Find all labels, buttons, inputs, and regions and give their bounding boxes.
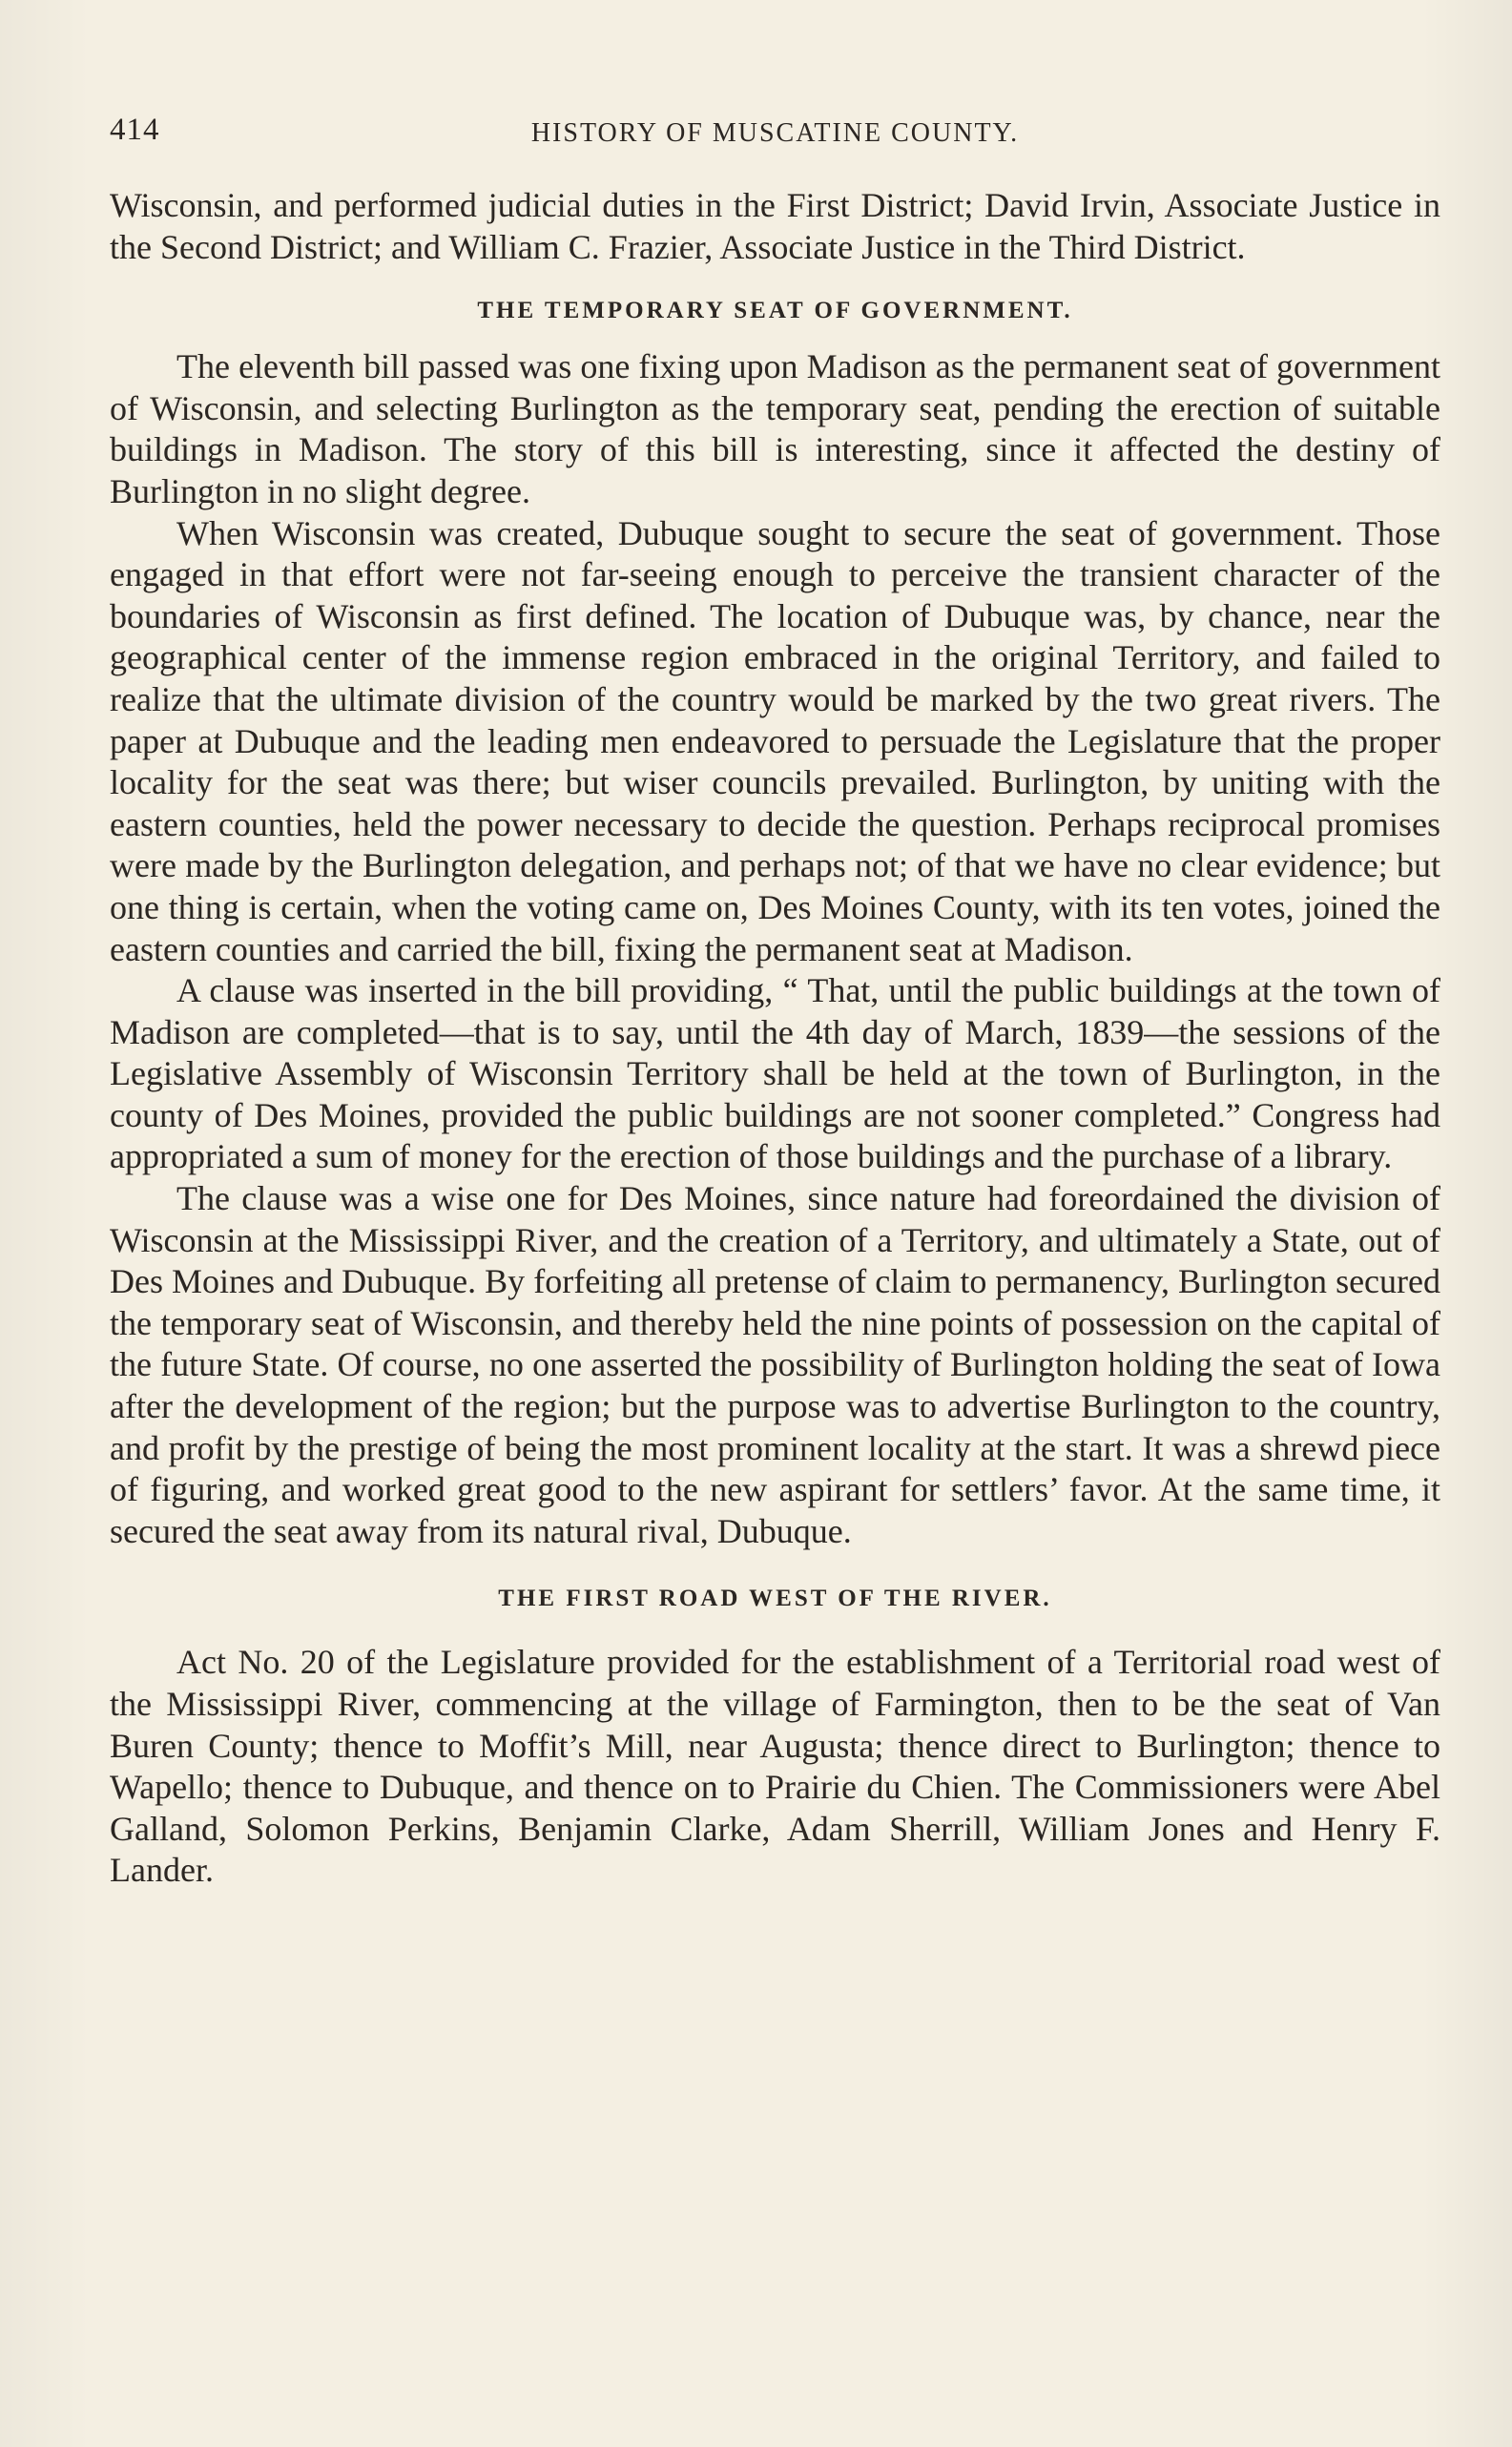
page-header: [110, 113, 1440, 160]
section-heading-first-road: THE FIRST ROAD WEST OF THE RIVER.: [498, 1586, 1052, 1612]
paragraph: The eleventh bill passed was one fixing upon Madison as the permanent seat of government of Wisconsin, and selecting Burlington as the temporary seat, pending the erection of suitable buildings in Madison. The story of this bill is interesting, since it affected the destiny of Burlington in no slight degree.: [110, 347, 1440, 510]
section-heading-temporary-seat: THE TEMPORARY SEAT OF GOVERNMENT.: [477, 298, 1073, 324]
page-number: 414: [110, 113, 160, 147]
paragraph: When Wisconsin was created, Dubuque sought to secure the seat of government. Those engaged in that effort were not far-seeing enough to perceive the transient character of the boundaries of Wisconsin as first defined. The location of Dubuque was, by chance, near the geographical center of the immense region embraced in the original Territory, and failed to realize that the ultimate division of the country would be marked by the two great rivers. The paper at Dubuque and the leading men endeavored to persuade the Legislature that the proper locality for the seat was there; but wiser councils prevailed. Burlington, by uniting with the eastern counties, held the power necessary to decide the question. Perhaps reciprocal promises were made by the Burlington delegation, and perhaps not; of that we have no clear evidence; but one thing is certain, when the voting came on, Des Moines County, with its ten votes, joined the eastern counties and carried the bill, fixing the permanent seat at Madison.: [110, 513, 1440, 968]
paragraph: A clause was inserted in the bill providing, “ That, until the public buildings at the town of Madison are completed—that is to say, until the 4th day of March, 1839—the sessions of the Legislative Assembly of Wisconsin Territory shall be held at the town of Burlington, in the county of Des Moines, provided the public buildings are not sooner completed.” Congress had appropriated a sum of money for the erection of those buildings and the purchase of a library.: [110, 971, 1440, 1176]
running-head: HISTORY OF MUSCATINE COUNTY.: [530, 118, 1020, 148]
paragraph: Act No. 20 of the Legislature provided for the establishment of a Territorial road west of the Mississippi River, commencing at the village of Farmington, then to be the seat of Van Buren County; thence to Moffit’s Mill, near Augusta; thence direct to Burlington; thence to Wapello; thence to Dubuque, and thence on to Prairie du Chien. The Commissioners were Abel Galland, Solomon Perkins, Benjamin Clarke, Adam Sherrill, William Jones and Henry F. Lander.: [110, 1643, 1440, 1890]
paragraph: The clause was a wise one for Des Moines, since nature had foreordained the division of Wisconsin at the Mississippi River, and the creation of a Territory, and ultimately a State, out of Des Moines and Dubuque. By forfeiting all pretense of claim to permanency, Burlington secured the temporary seat of Wisconsin, and thereby held the nine points of possession on the capital of the future State. Of course, no one asserted the possibility of Burlington holding the seat of Iowa after the development of the region; but the purpose was to advertise Burlington to the country, and profit by the prestige of being the most prominent locality at the start. It was a shrewd piece of figuring, and worked great good to the new aspirant for settlers’ favor. At the same time, it secured the seat away from its natural rival, Dubuque.: [110, 1179, 1440, 1550]
paragraph-continued: Wisconsin, and performed judicial duties in the First District; David Irvin, Associate Justice in the Second District; and William C. Frazier, Associate Justice in the Third District.: [110, 186, 1440, 266]
page-body: [110, 185, 1440, 1892]
